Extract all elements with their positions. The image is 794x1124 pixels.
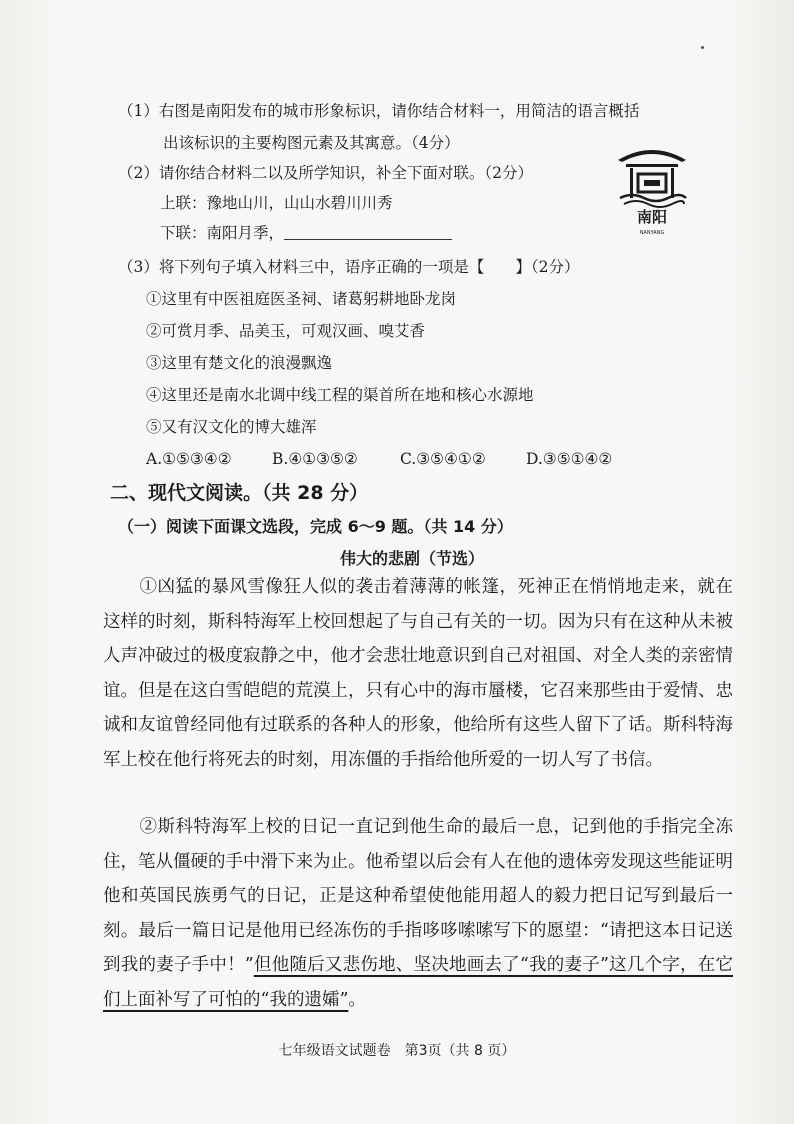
stray-mark [701, 46, 704, 49]
question-3-line-1: （3）将下列句子填入材料三中，语序正确的一项是【 】（2分） [118, 258, 580, 276]
sentence-4: ④这里还是南水北调中线工程的渠首所在地和核心水源地 [146, 386, 534, 404]
sentence-1: ①这里有中医祖庭医圣祠、诸葛躬耕地卧龙岗 [146, 290, 457, 308]
option-c: C.③⑤④①② [400, 450, 486, 468]
question-1-line-1: （1）右图是南阳发布的城市形象标识，请你结合材料一，用简洁的语言概括 [118, 102, 640, 120]
nanyang-logo-icon [612, 138, 692, 238]
underlined-sentence: 但他随后又悲伤地、坚决地画去了“我的妻子”这几个字，在它们上面补写了可怕的“我的遗孀” [103, 955, 733, 1010]
couplet-upper: 上联：豫地山川，山山水碧川川秀 [160, 194, 393, 212]
question-1-line-2: 出该标识的主要构图元素及其寓意。（4分） [163, 134, 460, 152]
page-footer: 七年级语文试题卷 第3页（共 8 页） [278, 1043, 516, 1059]
passage-title: 伟大的悲剧（节选） [340, 549, 485, 568]
paragraph-1-text: ①凶猛的暴风雪像狂人似的袭击着薄薄的帐篷，死神正在悄悄地走来，就在这样的时刻，斯科特海军上校回想起了与自己有关的一切。因为只有在这种从未被人声冲破过的极度寂静之中，他才会悲壮地意识到自己对祖国、对全人类的亲密情谊。但是在这白雪皑皑的荒漠上，只有心中的海市蜃楼，它召来那些由于爱情、忠诚和友谊曾经同他有过联系的各种人的形象，他给所有这些人留下了话。斯科特海军上校在他行将死去的时刻，用冻僵的手指给他所爱的一切人写了书信。 [103, 577, 733, 770]
passage-paragraph-1 [103, 570, 733, 777]
logo-brand-text: 南阳 [636, 208, 668, 226]
option-a: A.①⑤③④② [146, 450, 232, 468]
couplet-lower-text: 下联：南阳月季， [160, 224, 285, 242]
option-d: D.③⑤①④② [526, 450, 613, 468]
section-2-heading: 二、现代文阅读。（共 28 分） [110, 482, 369, 504]
sentence-3: ③这里有楚文化的浪漫飘逸 [146, 354, 333, 372]
answer-blank[interactable] [284, 225, 452, 240]
section-2-sub-heading: （一）阅读下面课文选段，完成 6～9 题。（共 14 分） [118, 517, 513, 536]
paragraph-2-end: 。 [348, 989, 366, 1010]
couplet-lower [160, 222, 452, 244]
passage-paragraph-2 [103, 810, 733, 1017]
logo-latin-text: NANYANG [639, 230, 665, 236]
option-b: B.④①③⑤② [272, 450, 358, 468]
paragraph-2-text: ②斯科特海军上校的日记一直记到他生命的最后一息，记到他的手指完全冻住，笔从僵硬的手中滑下来为止。他希望以后会有人在他的遗体旁发现这些能证明他和英国民族勇气的日记，正是这种希望使他能用超人的毅力把日记写到最后一刻。最后一篇日记是他用已经冻伤的手指哆哆嗦嗦写下的愿望：“请把这本日记送到我的妻子手中！” [103, 817, 733, 975]
sentence-5: ⑤又有汉文化的博大雄浑 [146, 418, 317, 436]
sentence-2: ②可赏月季、品美玉，可观汉画、嗅艾香 [146, 322, 426, 340]
question-2-line-1: （2）请你结合材料二以及所学知识，补全下面对联。（2分） [118, 164, 533, 182]
